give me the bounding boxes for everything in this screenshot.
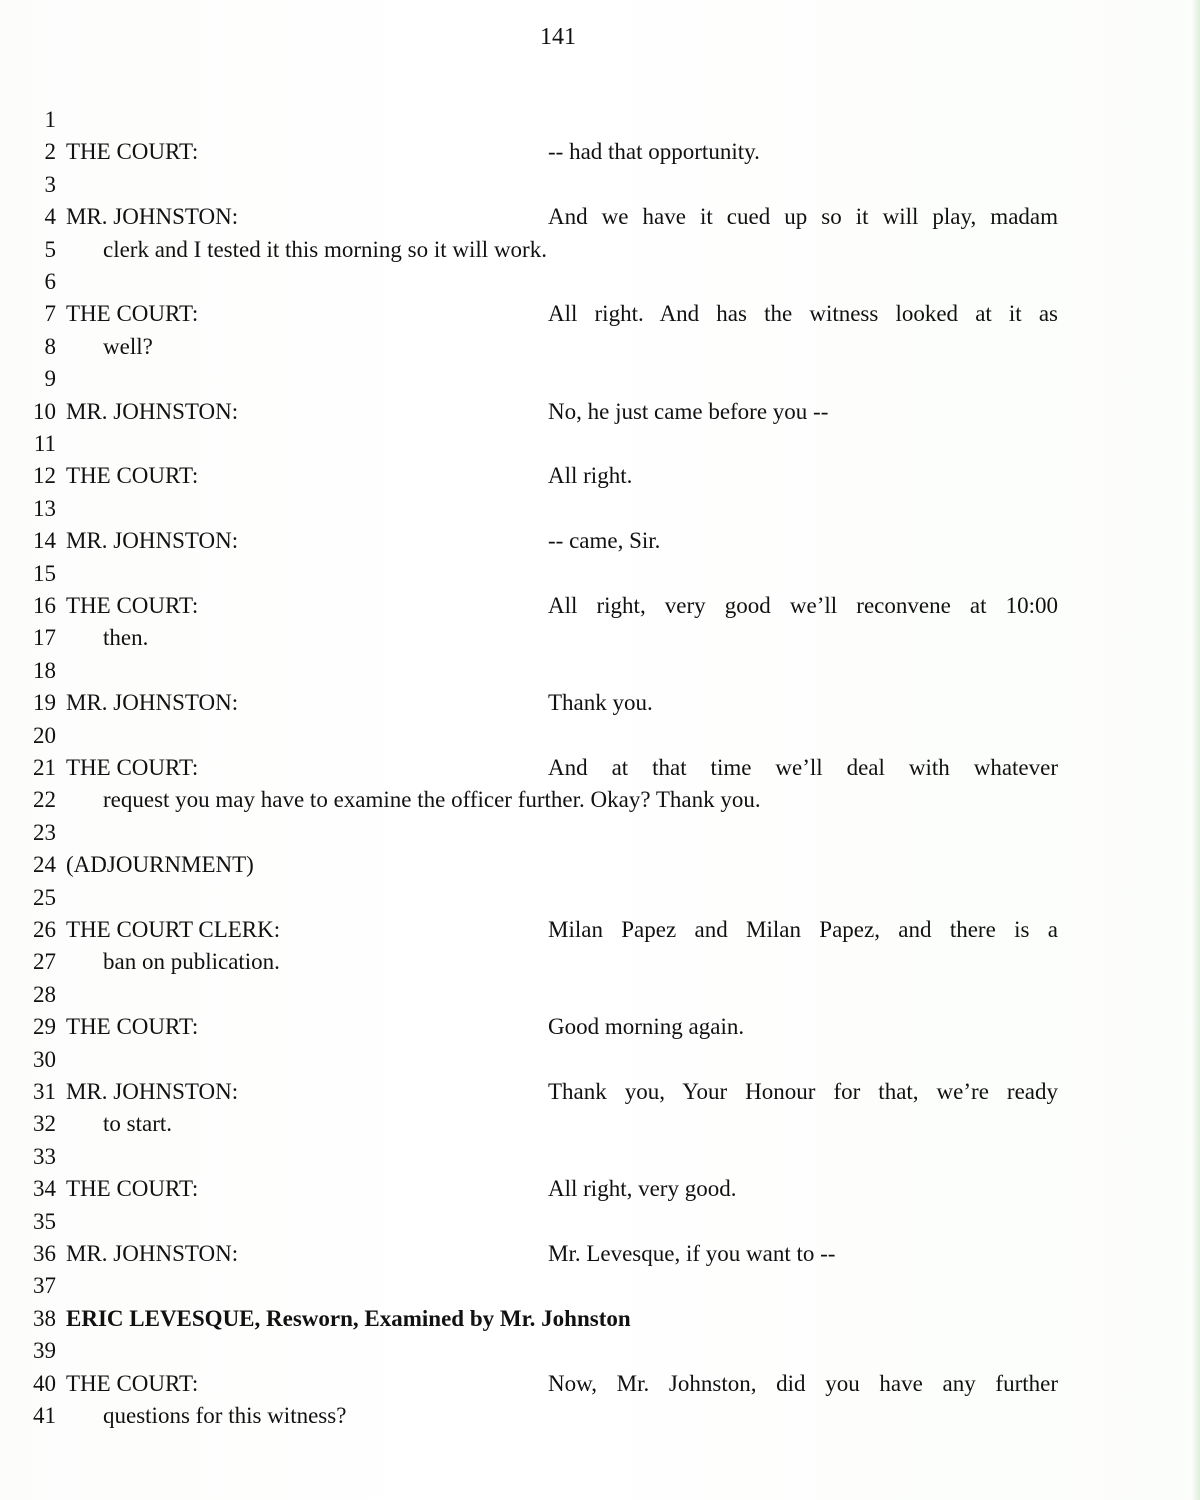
line-number: 34 <box>33 1176 56 1202</box>
transcript-line <box>0 1206 1200 1238</box>
line-number: 3 <box>44 171 56 197</box>
transcript-line <box>0 493 1200 525</box>
speaker-label: THE COURT: <box>66 1014 199 1040</box>
line-number: 21 <box>33 755 56 780</box>
transcript-line <box>0 882 1200 914</box>
line-number: 4 <box>44 204 56 230</box>
spoken-text: All right, very good. <box>548 1176 737 1202</box>
transcript-line <box>0 104 1200 136</box>
transcript-line <box>0 1076 1200 1108</box>
transcript-line <box>0 687 1200 719</box>
speaker-label: MR. JOHNSTON: <box>66 528 239 554</box>
line-number: 26 <box>33 917 56 942</box>
line-number: 9 <box>44 366 56 392</box>
speaker-label: MR. JOHNSTON: <box>66 1241 239 1266</box>
speaker-label: THE COURT: <box>66 593 199 618</box>
spoken-text: All right, very good we’ll reconvene at 10:00 <box>548 593 1058 618</box>
continuation-text: to start. <box>103 1111 172 1137</box>
transcript-line <box>0 558 1200 590</box>
speaker-label: THE COURT: <box>66 1370 199 1396</box>
transcript-line <box>0 1173 1200 1205</box>
transcript-line <box>0 396 1200 428</box>
continuation-text: request you may have to examine the officer further. Okay? Thank you. <box>103 787 761 813</box>
transcript-line <box>0 622 1200 654</box>
speaker-label: THE COURT: <box>66 1176 199 1202</box>
transcript-line <box>0 460 1200 492</box>
transcript-line <box>0 752 1200 784</box>
line-number: 35 <box>33 1208 56 1234</box>
spoken-text: Now, Mr. Johnston, did you have any further <box>548 1370 1058 1396</box>
line-number: 39 <box>33 1338 56 1364</box>
line-number: 22 <box>33 787 56 813</box>
line-number: 32 <box>33 1111 56 1137</box>
continuation-text: ban on publication. <box>103 949 280 975</box>
continuation-text: well? <box>103 333 153 359</box>
line-number: 1 <box>44 107 56 132</box>
transcript-line <box>0 1238 1200 1270</box>
transcript-line <box>0 914 1200 946</box>
speaker-label: THE COURT: <box>66 139 199 165</box>
spoken-text: No, he just came before you -- <box>548 398 829 424</box>
speaker-label: THE COURT: <box>66 755 199 780</box>
transcript-line <box>0 331 1200 363</box>
transcript-line <box>0 817 1200 849</box>
spoken-text: -- had that opportunity. <box>548 139 760 165</box>
transcript-line <box>0 1400 1200 1432</box>
transcript-line <box>0 655 1200 687</box>
transcript-line <box>0 979 1200 1011</box>
line-number: 2 <box>44 139 56 165</box>
line-number: 38 <box>33 1305 56 1331</box>
transcript-line <box>0 1011 1200 1043</box>
transcript-line <box>0 1368 1200 1400</box>
line-number: 16 <box>33 593 56 618</box>
speaker-label: MR. JOHNSTON: <box>66 1079 239 1104</box>
line-number: 23 <box>33 819 56 845</box>
speaker-label: THE COURT: <box>66 301 199 327</box>
line-number: 19 <box>33 690 56 716</box>
transcript-line <box>0 525 1200 557</box>
speaker-label: THE COURT CLERK: <box>66 917 281 942</box>
line-number: 15 <box>33 560 56 586</box>
line-number: 20 <box>33 722 56 748</box>
spoken-text: All right. <box>548 463 633 489</box>
spoken-text: All right. And has the witness looked at it as <box>548 301 1058 327</box>
transcript-line <box>0 784 1200 816</box>
transcript-line <box>0 590 1200 622</box>
transcript-line <box>0 169 1200 201</box>
line-number: 6 <box>44 269 56 294</box>
line-number: 36 <box>33 1241 56 1266</box>
transcript-line <box>0 1141 1200 1173</box>
transcript-line <box>0 298 1200 330</box>
line-number: 11 <box>33 431 56 456</box>
line-number: 37 <box>33 1273 56 1299</box>
line-number: 31 <box>33 1079 56 1104</box>
spoken-text: Thank you, Your Honour for that, we’re ready <box>548 1079 1058 1104</box>
spoken-text: Thank you. <box>548 690 653 716</box>
line-number: 27 <box>33 949 56 975</box>
spoken-text: Good morning again. <box>548 1014 745 1040</box>
transcript-line <box>0 1335 1200 1367</box>
page-number: 141 <box>540 24 576 50</box>
transcript-line <box>0 428 1200 460</box>
continuation-text: then. <box>103 625 149 651</box>
witness-heading: ERIC LEVESQUE, Resworn, Examined by Mr. Johnston <box>66 1305 631 1331</box>
speaker-label: MR. JOHNSTON: <box>66 690 239 716</box>
line-number: 17 <box>33 625 56 651</box>
transcript-line <box>0 1270 1200 1302</box>
line-number: 40 <box>33 1370 56 1396</box>
spoken-text: And we have it cued up so it will play, madam <box>548 204 1058 230</box>
line-number: 7 <box>44 301 56 327</box>
line-number: 5 <box>44 236 56 262</box>
continuation-text: clerk and I tested it this morning so it will work. <box>103 236 547 262</box>
line-number: 25 <box>33 884 56 910</box>
transcript-line <box>0 946 1200 978</box>
transcript-line <box>0 720 1200 752</box>
speaker-label: THE COURT: <box>66 463 199 489</box>
continuation-text: questions for this witness? <box>103 1403 347 1428</box>
speaker-label: MR. JOHNSTON: <box>66 398 239 424</box>
transcript-line <box>0 1108 1200 1140</box>
line-number: 18 <box>33 657 56 683</box>
line-number: 29 <box>33 1014 56 1040</box>
line-number: 14 <box>33 528 56 554</box>
line-number: 13 <box>33 495 56 521</box>
spoken-text: Mr. Levesque, if you want to -- <box>548 1241 836 1266</box>
line-number: 41 <box>33 1403 56 1428</box>
line-number: 33 <box>33 1143 56 1169</box>
transcript-line <box>0 1044 1200 1076</box>
line-number: 12 <box>33 463 56 489</box>
speaker-label: (ADJOURNMENT) <box>66 852 254 878</box>
transcript-line <box>0 1303 1200 1335</box>
transcript-line <box>0 363 1200 395</box>
line-number: 24 <box>33 852 56 878</box>
spoken-text: Milan Papez and Milan Papez, and there is a <box>548 917 1058 942</box>
transcript-line <box>0 849 1200 881</box>
transcript-line <box>0 234 1200 266</box>
transcript-line <box>0 136 1200 168</box>
line-number: 30 <box>33 1046 56 1072</box>
line-number: 8 <box>44 333 56 359</box>
transcript-line <box>0 266 1200 298</box>
line-number: 28 <box>33 981 56 1007</box>
line-number: 10 <box>33 398 56 424</box>
spoken-text: -- came, Sir. <box>548 528 661 554</box>
transcript-line <box>0 201 1200 233</box>
speaker-label: MR. JOHNSTON: <box>66 204 239 230</box>
spoken-text: And at that time we’ll deal with whatever <box>548 755 1058 780</box>
